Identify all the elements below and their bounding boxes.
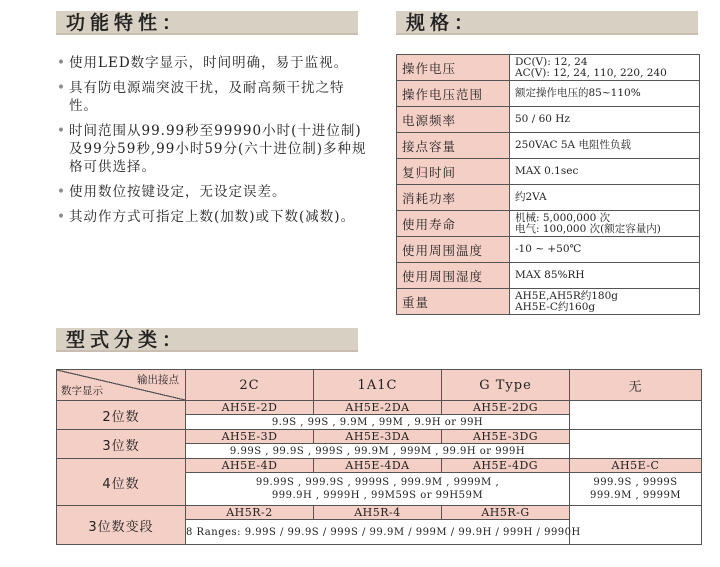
feature-item xyxy=(57,54,367,72)
feature-text: 其动作方式可指定上数(加数)或下数(减数)。 xyxy=(69,209,356,225)
features-list xyxy=(57,54,367,233)
spec-value xyxy=(510,185,700,211)
spec-value xyxy=(510,237,700,263)
spec-label: 操作电压范围 xyxy=(397,81,510,107)
spec-label: 使用寿命 xyxy=(397,211,510,237)
spec-row xyxy=(397,107,700,133)
model-cell: AH5E-3D xyxy=(186,430,314,444)
bullet-icon: • xyxy=(57,184,66,200)
corner-display-label: 数字显示 xyxy=(61,385,103,397)
range-line: 999.9H , 9999H , 99M59S or 99H59M xyxy=(271,490,484,501)
spec-label: 操作电压 xyxy=(397,55,510,81)
spec-value-line: 50 / 60 Hz xyxy=(515,113,570,125)
spec-row xyxy=(397,55,700,81)
spec-value-line: 约2VA xyxy=(515,191,547,203)
range-cell: 9.99S , 99.9S , 999S , 99.9M , 999M , 99.9H or 999H xyxy=(186,444,570,459)
bullet-icon: • xyxy=(57,80,66,96)
feature-text: 具有防电源端突波干扰，及耐高频干扰之特性。 xyxy=(69,80,345,114)
spec-value xyxy=(510,81,700,107)
range-line: 999.9S , 9999S xyxy=(593,477,678,488)
feature-text: 时间范围从99.99秒至99990小时(十进位制)及99分59秒,99小时59分(六十进位制)多种规格可供选择。 xyxy=(69,123,367,175)
range-cell: 8 Ranges: 9.99S / 99.9S / 999S / 99.9M / 999M / 99.9H / 999H / 9990H xyxy=(186,520,570,545)
spec-value-line: DC(V): 12, 24 xyxy=(515,55,588,68)
column-header-none: 无 xyxy=(570,370,702,401)
column-header-1a1c: 1A1C xyxy=(314,370,442,401)
range-line: 99.99S , 999.9S , 9999S , 999.9M , 9999M , xyxy=(255,477,500,488)
spec-row xyxy=(397,211,700,237)
model-cell: AH5E-2DA xyxy=(314,401,442,415)
range-cell xyxy=(186,473,570,506)
spec-value xyxy=(510,55,700,81)
model-cell: AH5E-2DG xyxy=(442,401,570,415)
empty-cell xyxy=(570,506,702,545)
spec-value-line: AH5E-C约160g xyxy=(515,300,596,313)
models-corner-cell xyxy=(57,370,186,401)
spec-value-line: 电气: 100,000 次(额定容量内) xyxy=(515,222,661,235)
model-cell: AH5E-4DG xyxy=(442,459,570,473)
empty-cell xyxy=(570,430,702,459)
empty-cell xyxy=(570,401,702,430)
feature-item xyxy=(57,79,367,115)
row-label-4digit: 4位数 xyxy=(57,459,186,506)
spec-value-line: AH5E,AH5R约180g xyxy=(515,289,619,302)
spec-label: 接点容量 xyxy=(397,133,510,159)
spec-value xyxy=(510,289,700,315)
spec-label: 消耗功率 xyxy=(397,185,510,211)
model-cell: AH5E-4D xyxy=(186,459,314,473)
spec-row xyxy=(397,185,700,211)
spec-row xyxy=(397,133,700,159)
feature-text: 使用数位按键设定，无设定误差。 xyxy=(69,184,287,200)
row-label-3digit-multirange: 3位数变段 xyxy=(57,506,186,545)
spec-row xyxy=(397,289,700,315)
spec-value xyxy=(510,133,700,159)
table-row xyxy=(57,459,702,473)
bullet-icon: • xyxy=(57,209,66,225)
feature-item xyxy=(57,122,367,176)
spec-row xyxy=(397,159,700,185)
spec-label: 使用周围湿度 xyxy=(397,263,510,289)
model-cell: AH5E-3DG xyxy=(442,430,570,444)
spec-section-title: 规格： xyxy=(396,11,698,35)
spec-row xyxy=(397,81,700,107)
spec-value-line: MAX 0.1sec xyxy=(515,165,579,177)
feature-item xyxy=(57,208,367,226)
model-cell: AH5E-C xyxy=(570,459,702,473)
model-cell: AH5R-4 xyxy=(314,506,442,520)
range-cell xyxy=(570,473,702,506)
spec-value-line: AC(V): 12, 24, 110, 220, 240 xyxy=(515,66,667,79)
model-cell: AH5R-G xyxy=(442,506,570,520)
spec-value xyxy=(510,107,700,133)
table-row xyxy=(57,430,702,444)
column-header-gtype: G Type xyxy=(442,370,570,401)
models-header-row xyxy=(57,370,702,401)
spec-label: 重量 xyxy=(397,289,510,315)
models-section-title: 型式分类： xyxy=(56,328,358,352)
spec-value-line: -10 ~ +50℃ xyxy=(515,243,582,255)
features-section-title: 功能特性： xyxy=(56,11,358,35)
model-cell: AH5E-4DA xyxy=(314,459,442,473)
spec-label: 复归时间 xyxy=(397,159,510,185)
models-table xyxy=(56,369,702,545)
corner-output-label: 输出接点 xyxy=(137,374,179,386)
model-cell: AH5R-2 xyxy=(186,506,314,520)
bullet-icon: • xyxy=(57,55,66,71)
row-label-2digit: 2位数 xyxy=(57,401,186,430)
spec-label: 电源频率 xyxy=(397,107,510,133)
spec-row xyxy=(397,237,700,263)
spec-label: 使用周围温度 xyxy=(397,237,510,263)
feature-item xyxy=(57,183,367,201)
spec-value xyxy=(510,263,700,289)
range-cell: 9.9S , 99S , 9.9M , 99M , 9.9H or 99H xyxy=(186,415,570,430)
column-header-2c: 2C xyxy=(186,370,314,401)
spec-value-line: 额定操作电压的85~110% xyxy=(515,87,641,99)
spec-value xyxy=(510,159,700,185)
table-row xyxy=(57,401,702,415)
model-cell: AH5E-3DA xyxy=(314,430,442,444)
table-row xyxy=(57,506,702,520)
model-cell: AH5E-2D xyxy=(186,401,314,415)
spec-value-line: MAX 85%RH xyxy=(515,269,585,281)
row-label-3digit: 3位数 xyxy=(57,430,186,459)
spec-value-line: 250VAC 5A 电阻性负载 xyxy=(515,139,631,151)
spec-row xyxy=(397,263,700,289)
spec-value xyxy=(510,211,700,237)
feature-text: 使用LED数字显示，时间明确，易于监视。 xyxy=(69,55,349,71)
range-line: 999.9M , 9999M xyxy=(589,490,682,501)
spec-table xyxy=(396,54,700,315)
bullet-icon: • xyxy=(57,123,66,139)
spec-value-line: 机械: 5,000,000 次 xyxy=(515,211,611,224)
